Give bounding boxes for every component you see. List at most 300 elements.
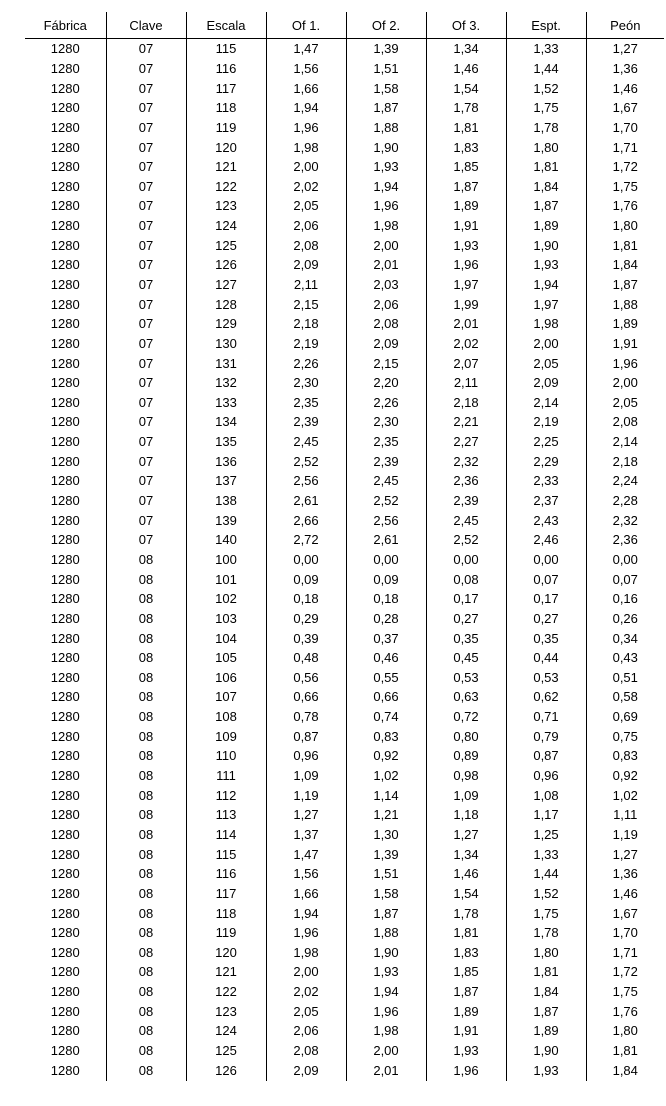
cell-of3: 0,27 xyxy=(426,609,506,629)
cell-fabrica: 1280 xyxy=(50,768,80,784)
cell-of2: 1,98 xyxy=(346,1021,426,1041)
cell-of3: 1,46 xyxy=(426,864,506,884)
cell-of3: 1,91 xyxy=(426,216,506,236)
cell-of3: 1,18 xyxy=(426,805,506,825)
cell-of1: 1,66 xyxy=(266,78,346,98)
cell-of3: 2,21 xyxy=(426,412,506,432)
cell-escala: 124 xyxy=(186,216,266,236)
cell-of2: 2,39 xyxy=(346,451,426,471)
table-row xyxy=(25,785,664,805)
cell-escala: 119 xyxy=(186,118,266,138)
cell-escala: 132 xyxy=(186,373,266,393)
cell-of1: 1,94 xyxy=(266,903,346,923)
header-of2: Of 2. xyxy=(346,12,426,39)
cell-of3: 0,98 xyxy=(426,766,506,786)
cell-clave: 08 xyxy=(106,884,186,904)
cell-espt: 0,79 xyxy=(506,726,586,746)
cell-of3: 1,89 xyxy=(426,1001,506,1021)
table-row xyxy=(25,491,664,511)
cell-fabrica: 1280 xyxy=(50,610,80,626)
cell-fabrica: 1280 xyxy=(50,414,80,430)
cell-fabrica: 1280 xyxy=(50,964,80,980)
cell-escala: 106 xyxy=(186,668,266,688)
cell-of1: 2,61 xyxy=(266,491,346,511)
cell-clave: 07 xyxy=(106,137,186,157)
cell-espt: 1,44 xyxy=(506,59,586,79)
cell-espt: 2,33 xyxy=(506,471,586,491)
cell-clave: 07 xyxy=(106,491,186,511)
cell-peon: 1,71 xyxy=(586,942,664,962)
cell-clave: 07 xyxy=(106,412,186,432)
cell-of2: 0,74 xyxy=(346,707,426,727)
cell-escala: 125 xyxy=(186,1041,266,1061)
cell-fabrica: 1280 xyxy=(50,80,80,96)
table-row xyxy=(25,216,664,236)
cell-peon: 0,51 xyxy=(586,668,664,688)
cell-peon: 1,91 xyxy=(586,334,664,354)
cell-escala: 124 xyxy=(186,1021,266,1041)
cell-clave: 08 xyxy=(106,903,186,923)
cell-peon: 2,00 xyxy=(586,373,664,393)
cell-of1: 2,08 xyxy=(266,235,346,255)
table-row xyxy=(25,176,664,196)
cell-espt: 1,81 xyxy=(506,157,586,177)
cell-escala: 122 xyxy=(186,176,266,196)
cell-of2: 0,66 xyxy=(346,687,426,707)
cell-clave: 08 xyxy=(106,569,186,589)
cell-espt: 2,29 xyxy=(506,451,586,471)
cell-clave: 08 xyxy=(106,864,186,884)
table-row xyxy=(25,569,664,589)
cell-clave: 07 xyxy=(106,373,186,393)
cell-escala: 116 xyxy=(186,59,266,79)
table-row xyxy=(25,471,664,491)
cell-espt: 2,05 xyxy=(506,353,586,373)
cell-escala: 120 xyxy=(186,137,266,157)
cell-of2: 1,30 xyxy=(346,825,426,845)
cell-of2: 2,03 xyxy=(346,275,426,295)
cell-of2: 1,58 xyxy=(346,884,426,904)
cell-espt: 1,44 xyxy=(506,864,586,884)
cell-of3: 1,97 xyxy=(426,275,506,295)
cell-of1: 1,96 xyxy=(266,923,346,943)
cell-clave: 07 xyxy=(106,471,186,491)
cell-clave: 07 xyxy=(106,176,186,196)
cell-espt: 0,62 xyxy=(506,687,586,707)
cell-of3: 0,89 xyxy=(426,746,506,766)
cell-of3: 1,09 xyxy=(426,785,506,805)
cell-espt: 1,93 xyxy=(506,255,586,275)
cell-fabrica: 1280 xyxy=(50,512,80,528)
cell-fabrica: 1280 xyxy=(50,60,80,76)
cell-espt: 1,90 xyxy=(506,1041,586,1061)
cell-peon: 0,83 xyxy=(586,746,664,766)
cell-of2: 2,52 xyxy=(346,491,426,511)
cell-peon: 1,27 xyxy=(586,844,664,864)
cell-of2: 1,39 xyxy=(346,844,426,864)
cell-peon: 1,70 xyxy=(586,118,664,138)
cell-escala: 103 xyxy=(186,609,266,629)
cell-of3: 1,93 xyxy=(426,235,506,255)
cell-clave: 07 xyxy=(106,196,186,216)
cell-fabrica: 1280 xyxy=(50,119,80,135)
cell-of1: 0,18 xyxy=(266,589,346,609)
cell-clave: 08 xyxy=(106,844,186,864)
cell-espt: 1,17 xyxy=(506,805,586,825)
cell-peon: 1,02 xyxy=(586,785,664,805)
cell-of2: 1,51 xyxy=(346,59,426,79)
cell-of2: 2,01 xyxy=(346,1060,426,1081)
cell-escala: 121 xyxy=(186,157,266,177)
cell-peon: 2,36 xyxy=(586,530,664,550)
header-peon: Peón xyxy=(586,12,664,39)
cell-peon: 0,34 xyxy=(586,628,664,648)
table-row xyxy=(25,864,664,884)
cell-escala: 138 xyxy=(186,491,266,511)
cell-of2: 2,61 xyxy=(346,530,426,550)
cell-fabrica: 1280 xyxy=(50,1023,80,1039)
cell-espt: 1,89 xyxy=(506,1021,586,1041)
cell-of1: 2,39 xyxy=(266,412,346,432)
cell-of3: 0,35 xyxy=(426,628,506,648)
cell-of3: 1,34 xyxy=(426,844,506,864)
table-row xyxy=(25,314,664,334)
cell-fabrica: 1280 xyxy=(50,453,80,469)
cell-escala: 126 xyxy=(186,255,266,275)
cell-peon: 1,71 xyxy=(586,137,664,157)
cell-of1: 0,00 xyxy=(266,550,346,570)
cell-fabrica: 1280 xyxy=(50,473,80,489)
cell-of2: 0,55 xyxy=(346,668,426,688)
cell-of1: 1,98 xyxy=(266,137,346,157)
cell-clave: 08 xyxy=(106,1001,186,1021)
cell-escala: 112 xyxy=(186,785,266,805)
cell-escala: 130 xyxy=(186,334,266,354)
cell-of2: 2,30 xyxy=(346,412,426,432)
cell-espt: 1,75 xyxy=(506,903,586,923)
cell-peon: 0,69 xyxy=(586,707,664,727)
cell-of1: 2,09 xyxy=(266,1060,346,1081)
table-row xyxy=(25,609,664,629)
cell-clave: 07 xyxy=(106,530,186,550)
cell-peon: 2,05 xyxy=(586,393,664,413)
cell-escala: 104 xyxy=(186,628,266,648)
table-row xyxy=(25,39,664,59)
cell-clave: 08 xyxy=(106,805,186,825)
header-of3: Of 3. xyxy=(426,12,506,39)
cell-of1: 2,00 xyxy=(266,962,346,982)
table-row xyxy=(25,196,664,216)
cell-clave: 08 xyxy=(106,785,186,805)
cell-of3: 1,27 xyxy=(426,825,506,845)
cell-espt: 1,87 xyxy=(506,196,586,216)
cell-of3: 1,99 xyxy=(426,294,506,314)
cell-espt: 0,96 xyxy=(506,766,586,786)
cell-of1: 2,18 xyxy=(266,314,346,334)
cell-fabrica: 1280 xyxy=(50,689,80,705)
table-row xyxy=(25,373,664,393)
cell-of2: 0,18 xyxy=(346,589,426,609)
cell-escala: 139 xyxy=(186,510,266,530)
cell-escala: 123 xyxy=(186,1001,266,1021)
cell-escala: 128 xyxy=(186,294,266,314)
cell-espt: 0,00 xyxy=(506,550,586,570)
rates-table xyxy=(25,12,664,1081)
cell-of3: 1,87 xyxy=(426,176,506,196)
table-header-row xyxy=(25,12,664,39)
cell-of3: 2,02 xyxy=(426,334,506,354)
cell-espt: 0,44 xyxy=(506,648,586,668)
cell-of2: 1,94 xyxy=(346,176,426,196)
cell-escala: 116 xyxy=(186,864,266,884)
cell-fabrica: 1280 xyxy=(50,748,80,764)
cell-escala: 133 xyxy=(186,393,266,413)
cell-escala: 118 xyxy=(186,903,266,923)
cell-escala: 105 xyxy=(186,648,266,668)
table-row xyxy=(25,746,664,766)
cell-of3: 1,89 xyxy=(426,196,506,216)
cell-espt: 1,87 xyxy=(506,1001,586,1021)
table-row xyxy=(25,1060,664,1081)
cell-of3: 2,32 xyxy=(426,451,506,471)
cell-of2: 2,09 xyxy=(346,334,426,354)
cell-clave: 07 xyxy=(106,255,186,275)
cell-of2: 2,56 xyxy=(346,510,426,530)
table-row xyxy=(25,1041,664,1061)
table-row xyxy=(25,412,664,432)
cell-of1: 2,02 xyxy=(266,176,346,196)
cell-of1: 2,00 xyxy=(266,157,346,177)
cell-of2: 1,96 xyxy=(346,196,426,216)
cell-of1: 1,37 xyxy=(266,825,346,845)
table-row xyxy=(25,275,664,295)
cell-clave: 08 xyxy=(106,609,186,629)
cell-espt: 0,35 xyxy=(506,628,586,648)
cell-of2: 1,90 xyxy=(346,137,426,157)
cell-escala: 126 xyxy=(186,1060,266,1081)
cell-fabrica: 1280 xyxy=(50,316,80,332)
cell-peon: 1,76 xyxy=(586,1001,664,1021)
cell-of2: 1,98 xyxy=(346,216,426,236)
cell-escala: 135 xyxy=(186,432,266,452)
cell-fabrica: 1280 xyxy=(50,669,80,685)
cell-fabrica: 1280 xyxy=(50,807,80,823)
cell-fabrica: 1280 xyxy=(50,218,80,234)
cell-escala: 121 xyxy=(186,962,266,982)
cell-peon: 1,19 xyxy=(586,825,664,845)
cell-clave: 08 xyxy=(106,668,186,688)
cell-of1: 1,56 xyxy=(266,59,346,79)
cell-espt: 1,81 xyxy=(506,962,586,982)
cell-espt: 0,53 xyxy=(506,668,586,688)
cell-peon: 1,80 xyxy=(586,216,664,236)
cell-clave: 07 xyxy=(106,98,186,118)
cell-clave: 08 xyxy=(106,550,186,570)
cell-fabrica: 1280 xyxy=(50,551,80,567)
cell-espt: 1,08 xyxy=(506,785,586,805)
cell-clave: 08 xyxy=(106,707,186,727)
cell-of1: 0,87 xyxy=(266,726,346,746)
cell-espt: 2,46 xyxy=(506,530,586,550)
cell-espt: 1,33 xyxy=(506,39,586,59)
cell-peon: 1,76 xyxy=(586,196,664,216)
cell-peon: 1,89 xyxy=(586,314,664,334)
cell-of1: 2,52 xyxy=(266,451,346,471)
cell-espt: 0,71 xyxy=(506,707,586,727)
table-row xyxy=(25,1001,664,1021)
cell-of3: 1,78 xyxy=(426,903,506,923)
cell-clave: 07 xyxy=(106,275,186,295)
cell-escala: 110 xyxy=(186,746,266,766)
header-clave: Clave xyxy=(106,12,186,39)
cell-peon: 0,58 xyxy=(586,687,664,707)
cell-of1: 2,02 xyxy=(266,982,346,1002)
cell-peon: 1,67 xyxy=(586,903,664,923)
cell-clave: 07 xyxy=(106,393,186,413)
cell-clave: 08 xyxy=(106,942,186,962)
cell-peon: 0,07 xyxy=(586,569,664,589)
cell-escala: 100 xyxy=(186,550,266,570)
cell-espt: 1,52 xyxy=(506,78,586,98)
cell-of2: 2,20 xyxy=(346,373,426,393)
cell-of1: 2,45 xyxy=(266,432,346,452)
cell-fabrica: 1280 xyxy=(50,591,80,607)
cell-clave: 08 xyxy=(106,1041,186,1061)
cell-escala: 109 xyxy=(186,726,266,746)
cell-espt: 1,80 xyxy=(506,942,586,962)
cell-espt: 1,90 xyxy=(506,235,586,255)
table-row xyxy=(25,510,664,530)
cell-clave: 08 xyxy=(106,628,186,648)
cell-fabrica: 1280 xyxy=(50,1003,80,1019)
cell-espt: 2,09 xyxy=(506,373,586,393)
cell-fabrica: 1280 xyxy=(50,630,80,646)
cell-of3: 1,46 xyxy=(426,59,506,79)
cell-of1: 2,15 xyxy=(266,294,346,314)
cell-fabrica: 1280 xyxy=(50,277,80,292)
cell-clave: 08 xyxy=(106,962,186,982)
cell-fabrica: 1280 xyxy=(50,139,80,155)
cell-escala: 120 xyxy=(186,942,266,962)
cell-of3: 0,53 xyxy=(426,668,506,688)
cell-escala: 125 xyxy=(186,235,266,255)
cell-peon: 1,36 xyxy=(586,59,664,79)
cell-fabrica: 1280 xyxy=(50,375,80,391)
cell-of1: 2,08 xyxy=(266,1041,346,1061)
cell-of2: 0,46 xyxy=(346,648,426,668)
cell-of1: 2,35 xyxy=(266,393,346,413)
cell-espt: 2,25 xyxy=(506,432,586,452)
cell-of3: 0,63 xyxy=(426,687,506,707)
cell-of3: 0,08 xyxy=(426,569,506,589)
cell-of3: 2,11 xyxy=(426,373,506,393)
cell-of3: 2,27 xyxy=(426,432,506,452)
cell-escala: 137 xyxy=(186,471,266,491)
cell-of3: 0,80 xyxy=(426,726,506,746)
cell-of1: 1,96 xyxy=(266,118,346,138)
cell-of3: 0,17 xyxy=(426,589,506,609)
cell-escala: 131 xyxy=(186,353,266,373)
table-row xyxy=(25,962,664,982)
cell-peon: 0,92 xyxy=(586,766,664,786)
cell-clave: 07 xyxy=(106,78,186,98)
cell-of3: 1,96 xyxy=(426,1060,506,1081)
cell-of2: 1,96 xyxy=(346,1001,426,1021)
cell-peon: 1,67 xyxy=(586,98,664,118)
cell-of1: 0,96 xyxy=(266,746,346,766)
cell-of3: 2,01 xyxy=(426,314,506,334)
cell-of3: 1,81 xyxy=(426,118,506,138)
cell-fabrica: 1280 xyxy=(50,728,80,744)
cell-clave: 07 xyxy=(106,59,186,79)
cell-peon: 2,18 xyxy=(586,451,664,471)
cell-of2: 2,15 xyxy=(346,353,426,373)
table-row xyxy=(25,923,664,943)
cell-clave: 07 xyxy=(106,216,186,236)
cell-of1: 2,30 xyxy=(266,373,346,393)
cell-of2: 1,93 xyxy=(346,962,426,982)
cell-of3: 1,54 xyxy=(426,884,506,904)
cell-escala: 111 xyxy=(186,766,266,786)
cell-clave: 07 xyxy=(106,235,186,255)
cell-escala: 119 xyxy=(186,923,266,943)
cell-clave: 08 xyxy=(106,589,186,609)
table-row xyxy=(25,393,664,413)
cell-of1: 1,27 xyxy=(266,805,346,825)
table-row xyxy=(25,589,664,609)
cell-of1: 1,19 xyxy=(266,785,346,805)
cell-of1: 2,06 xyxy=(266,216,346,236)
cell-of1: 0,66 xyxy=(266,687,346,707)
table-row xyxy=(25,432,664,452)
cell-of2: 0,92 xyxy=(346,746,426,766)
cell-fabrica: 1280 xyxy=(50,335,80,351)
cell-fabrica: 1280 xyxy=(50,925,80,941)
cell-of1: 2,19 xyxy=(266,334,346,354)
cell-peon: 1,80 xyxy=(586,1021,664,1041)
cell-of2: 2,06 xyxy=(346,294,426,314)
cell-of1: 2,66 xyxy=(266,510,346,530)
table-row xyxy=(25,942,664,962)
cell-fabrica: 1280 xyxy=(50,296,80,312)
cell-of2: 0,00 xyxy=(346,550,426,570)
cell-espt: 1,84 xyxy=(506,176,586,196)
table-row xyxy=(25,294,664,314)
cell-of1: 0,56 xyxy=(266,668,346,688)
cell-of3: 2,18 xyxy=(426,393,506,413)
table-row xyxy=(25,530,664,550)
cell-clave: 07 xyxy=(106,157,186,177)
cell-of3: 1,96 xyxy=(426,255,506,275)
cell-of2: 1,02 xyxy=(346,766,426,786)
cell-escala: 102 xyxy=(186,589,266,609)
cell-fabrica: 1280 xyxy=(50,826,80,842)
cell-of1: 2,72 xyxy=(266,530,346,550)
cell-of3: 1,81 xyxy=(426,923,506,943)
cell-of2: 2,45 xyxy=(346,471,426,491)
cell-fabrica: 1280 xyxy=(50,493,80,509)
cell-escala: 122 xyxy=(186,982,266,1002)
cell-of1: 2,09 xyxy=(266,255,346,275)
table-row xyxy=(25,648,664,668)
cell-espt: 2,00 xyxy=(506,334,586,354)
table-row xyxy=(25,884,664,904)
cell-fabrica: 1280 xyxy=(50,866,80,882)
cell-of3: 1,87 xyxy=(426,982,506,1002)
cell-escala: 115 xyxy=(186,39,266,59)
cell-espt: 1,97 xyxy=(506,294,586,314)
cell-of3: 1,83 xyxy=(426,942,506,962)
